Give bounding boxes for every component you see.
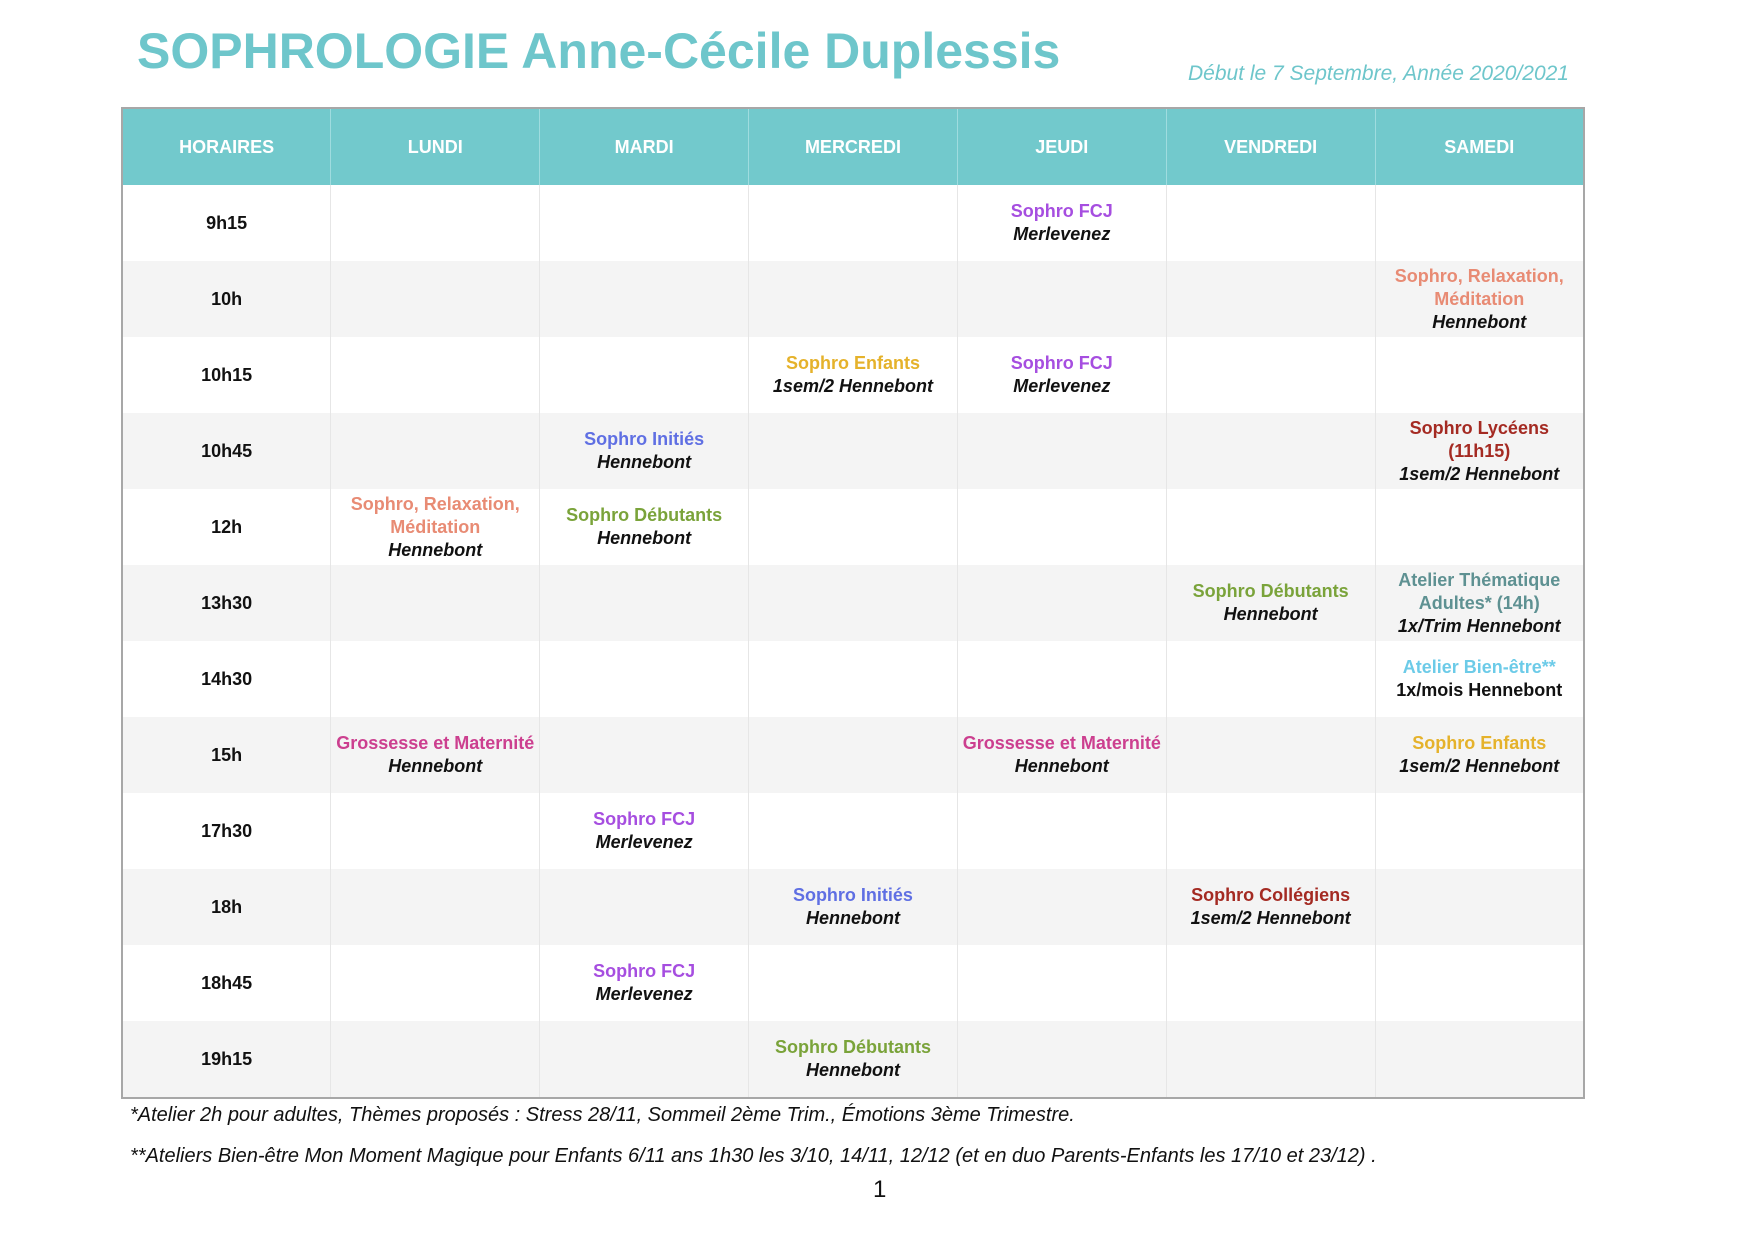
schedule-cell bbox=[540, 869, 749, 945]
class-name: Sophro Initiés bbox=[792, 885, 913, 905]
schedule-cell bbox=[957, 793, 1166, 869]
schedule-cell bbox=[331, 869, 540, 945]
table-row bbox=[122, 717, 1584, 793]
schedule-cell bbox=[957, 413, 1166, 489]
class-name: Atelier Bien-être** bbox=[1402, 657, 1556, 677]
table-header-row bbox=[122, 108, 1584, 185]
column-header-samedi: SAMEDI bbox=[1375, 108, 1584, 185]
schedule-cell bbox=[540, 337, 749, 413]
schedule-cell bbox=[749, 185, 958, 261]
table-row bbox=[122, 641, 1584, 717]
schedule-cell bbox=[749, 261, 958, 337]
class-location: Hennebont bbox=[1223, 604, 1318, 624]
time-cell: 17h30 bbox=[122, 793, 331, 869]
time-cell: 12h bbox=[122, 489, 331, 565]
schedule-cell bbox=[331, 185, 540, 261]
class-name: Grossesse et Maternité bbox=[336, 733, 535, 753]
schedule-cell bbox=[749, 641, 958, 717]
schedule-cell bbox=[749, 489, 958, 565]
schedule-cell bbox=[331, 1021, 540, 1098]
class-name: Sophro Enfants bbox=[785, 353, 920, 373]
schedule-cell bbox=[1375, 793, 1584, 869]
schedule-cell bbox=[331, 641, 540, 717]
footnote-atelier-bien-etre: **Ateliers Bien-être Mon Moment Magique pour Enfants 6/11 ans 1h30 les 3/10, 14/11, 12/12 (et en duo Parents-Enfants les 17/10 et 23/12) . bbox=[130, 1145, 1377, 1167]
schedule-cell bbox=[749, 565, 958, 641]
class-location: 1sem/2 Hennebont bbox=[1399, 756, 1560, 776]
table-row bbox=[122, 489, 1584, 565]
schedule-table bbox=[121, 107, 1585, 1099]
schedule-cell bbox=[1166, 337, 1375, 413]
schedule-cell bbox=[749, 337, 958, 413]
class-location: 1sem/2 Hennebont bbox=[1399, 463, 1560, 484]
class-name: Sophro FCJ bbox=[593, 809, 696, 829]
class-name: Sophro FCJ bbox=[1010, 353, 1113, 373]
schedule-cell bbox=[540, 641, 749, 717]
schedule-cell bbox=[1166, 641, 1375, 717]
footnote-atelier-thematique: *Atelier 2h pour adultes, Thèmes proposés : Stress 28/11, Sommeil 2ème Trim., Émotions 3ème Trimestre. bbox=[130, 1104, 1075, 1126]
table-row bbox=[122, 793, 1584, 869]
schedule-cell bbox=[540, 565, 749, 641]
class-name: Sophro Débutants bbox=[1192, 581, 1349, 601]
schedule-cell bbox=[957, 945, 1166, 1021]
class-location: Hennebont bbox=[388, 539, 483, 560]
class-location: Merlevenez bbox=[1013, 376, 1111, 396]
class-location: Merlevenez bbox=[595, 984, 693, 1004]
table-row bbox=[122, 337, 1584, 413]
schedule-cell bbox=[1375, 489, 1584, 565]
class-name: Sophro Lycéens (11h15) bbox=[1409, 417, 1549, 461]
schedule-cell bbox=[1375, 185, 1584, 261]
schedule-cell bbox=[957, 641, 1166, 717]
class-location: Merlevenez bbox=[595, 832, 693, 852]
time-cell: 9h15 bbox=[122, 185, 331, 261]
schedule-cell bbox=[749, 793, 958, 869]
schedule-body bbox=[122, 185, 1584, 1098]
schedule-cell bbox=[540, 261, 749, 337]
schedule-cell bbox=[1166, 261, 1375, 337]
table-row bbox=[122, 413, 1584, 489]
class-name: Sophro, Relaxation, Méditation bbox=[350, 493, 520, 537]
page-subtitle: Début le 7 Septembre, Année 2020/2021 bbox=[1187, 62, 1569, 85]
schedule-cell bbox=[1375, 565, 1584, 641]
page-number: 1 bbox=[873, 1176, 887, 1203]
table-row bbox=[122, 185, 1584, 261]
table-row bbox=[122, 1021, 1584, 1098]
class-name: Sophro FCJ bbox=[593, 961, 696, 981]
schedule-cell bbox=[957, 185, 1166, 261]
schedule-cell bbox=[749, 717, 958, 793]
class-location: Hennebont bbox=[597, 452, 692, 472]
schedule-cell bbox=[540, 413, 749, 489]
schedule-cell bbox=[957, 1021, 1166, 1098]
schedule-cell bbox=[749, 869, 958, 945]
class-name: Sophro FCJ bbox=[1010, 201, 1113, 221]
page-title: SOPHROLOGIE Anne-Cécile Duplessis bbox=[137, 23, 1061, 79]
schedule-cell bbox=[540, 185, 749, 261]
schedule-cell bbox=[957, 565, 1166, 641]
schedule-cell bbox=[331, 337, 540, 413]
class-location: Hennebont bbox=[805, 1060, 900, 1080]
class-location: Hennebont bbox=[805, 908, 900, 928]
schedule-cell bbox=[540, 489, 749, 565]
class-location: Hennebont bbox=[597, 528, 692, 548]
schedule-cell bbox=[957, 717, 1166, 793]
class-name: Sophro Débutants bbox=[774, 1037, 931, 1057]
class-name: Grossesse et Maternité bbox=[962, 733, 1161, 753]
schedule-cell bbox=[1166, 489, 1375, 565]
time-cell: 18h bbox=[122, 869, 331, 945]
schedule-cell bbox=[1166, 945, 1375, 1021]
column-header-horaires: HORAIRES bbox=[122, 108, 331, 185]
schedule-cell bbox=[957, 337, 1166, 413]
schedule-cell bbox=[331, 261, 540, 337]
table-row bbox=[122, 261, 1584, 337]
column-header-mercredi: MERCREDI bbox=[749, 108, 958, 185]
schedule-cell bbox=[1166, 1021, 1375, 1098]
class-location: Merlevenez bbox=[1013, 224, 1111, 244]
time-cell: 18h45 bbox=[122, 945, 331, 1021]
column-header-vendredi: VENDREDI bbox=[1166, 108, 1375, 185]
time-cell: 10h45 bbox=[122, 413, 331, 489]
schedule-cell bbox=[957, 261, 1166, 337]
schedule-cell bbox=[1375, 261, 1584, 337]
column-header-lundi: LUNDI bbox=[331, 108, 540, 185]
schedule-cell bbox=[1375, 869, 1584, 945]
schedule-cell bbox=[540, 1021, 749, 1098]
class-location: Hennebont bbox=[1014, 756, 1109, 776]
schedule-cell bbox=[1166, 717, 1375, 793]
schedule-cell bbox=[749, 945, 958, 1021]
class-location: 1x/Trim Hennebont bbox=[1397, 615, 1561, 636]
time-cell: 13h30 bbox=[122, 565, 331, 641]
schedule-cell bbox=[540, 945, 749, 1021]
schedule-cell bbox=[1375, 641, 1584, 717]
table-row bbox=[122, 945, 1584, 1021]
schedule-cell bbox=[331, 565, 540, 641]
time-cell: 19h15 bbox=[122, 1021, 331, 1098]
class-name: Sophro Enfants bbox=[1412, 733, 1547, 753]
schedule-cell bbox=[540, 717, 749, 793]
time-cell: 14h30 bbox=[122, 641, 331, 717]
class-location: 1sem/2 Hennebont bbox=[1190, 908, 1351, 928]
class-location: 1x/mois Hennebont bbox=[1396, 680, 1563, 700]
schedule-cell bbox=[331, 489, 540, 565]
schedule-cell bbox=[1166, 413, 1375, 489]
schedule-cell bbox=[1375, 1021, 1584, 1098]
class-name: Sophro Débutants bbox=[566, 505, 723, 525]
class-location: 1sem/2 Hennebont bbox=[772, 376, 933, 396]
schedule-cell bbox=[957, 489, 1166, 565]
schedule-cell bbox=[1166, 869, 1375, 945]
class-name: Sophro Collégiens bbox=[1191, 885, 1351, 905]
schedule-cell bbox=[331, 793, 540, 869]
schedule-cell bbox=[1166, 565, 1375, 641]
column-header-mardi: MARDI bbox=[540, 108, 749, 185]
class-name: Atelier Thématique Adultes* (14h) bbox=[1398, 569, 1561, 613]
time-cell: 15h bbox=[122, 717, 331, 793]
time-cell: 10h15 bbox=[122, 337, 331, 413]
schedule-cell bbox=[749, 1021, 958, 1098]
schedule-cell bbox=[1375, 337, 1584, 413]
time-cell: 10h bbox=[122, 261, 331, 337]
schedule-cell bbox=[1166, 793, 1375, 869]
class-location: Hennebont bbox=[1432, 311, 1527, 332]
schedule-cell bbox=[957, 869, 1166, 945]
class-name: Sophro Initiés bbox=[584, 429, 705, 449]
schedule-cell bbox=[1166, 185, 1375, 261]
schedule-cell bbox=[749, 413, 958, 489]
schedule-cell bbox=[331, 413, 540, 489]
table-row bbox=[122, 565, 1584, 641]
table-row bbox=[122, 869, 1584, 945]
schedule-cell bbox=[540, 793, 749, 869]
schedule-cell bbox=[1375, 945, 1584, 1021]
schedule-cell bbox=[1375, 413, 1584, 489]
column-header-jeudi: JEUDI bbox=[957, 108, 1166, 185]
class-name: Sophro, Relaxation, Méditation bbox=[1394, 265, 1564, 309]
schedule-cell bbox=[331, 717, 540, 793]
class-location: Hennebont bbox=[388, 756, 483, 776]
schedule-cell bbox=[331, 945, 540, 1021]
schedule-cell bbox=[1375, 717, 1584, 793]
